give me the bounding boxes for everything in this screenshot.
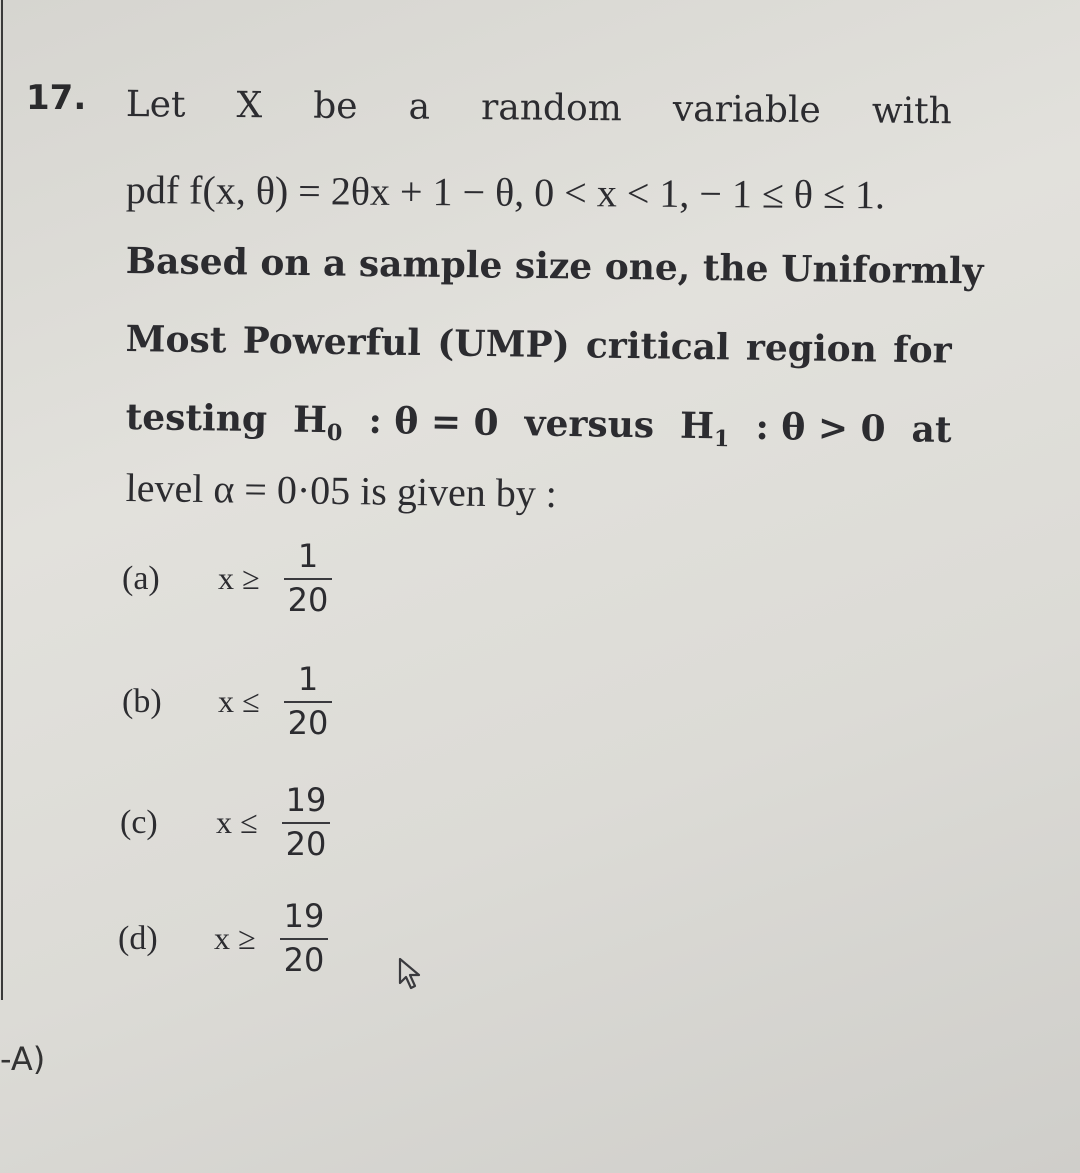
word: a: [408, 86, 431, 128]
word: testing: [125, 396, 268, 441]
question-line-pdf: pdf f(x, θ) = 2θx + 1 − θ, 0 < x < 1, − 1 ≤ θ ≤ 1.: [125, 166, 886, 218]
option-relation: x ≥: [214, 920, 256, 957]
section-label: -A): [0, 1040, 46, 1078]
fraction: [282, 781, 330, 863]
mouse-pointer-icon: [396, 956, 432, 992]
numerator: 1: [297, 537, 319, 575]
question-line-level: level α = 0·05 is given by :: [125, 464, 558, 517]
denominator: 20: [283, 940, 325, 979]
word: Powerful: [242, 319, 422, 365]
option-d[interactable]: [118, 897, 328, 979]
question-number: 17.: [26, 78, 87, 118]
option-label: (c): [120, 803, 158, 841]
option-relation: x ≤: [216, 804, 258, 841]
denominator: 20: [287, 703, 329, 742]
word: region: [745, 326, 878, 371]
numerator: 19: [283, 897, 325, 935]
word: variable: [672, 88, 821, 132]
question-line-1: [126, 84, 952, 132]
margin-rule: [1, 0, 3, 1000]
word: be: [313, 85, 358, 128]
word: (UMP): [436, 322, 570, 367]
option-label: (a): [122, 559, 160, 597]
numerator: 1: [297, 660, 319, 698]
option-label: (b): [122, 682, 162, 720]
fraction: [284, 660, 332, 742]
word: X: [236, 84, 263, 127]
null-hypothesis: [293, 399, 343, 447]
word: Most: [125, 318, 227, 362]
word: for: [892, 328, 952, 372]
option-a[interactable]: [122, 537, 332, 619]
h0-subscript: 0: [326, 419, 343, 447]
alt-hypothesis: [680, 405, 730, 453]
denominator: 20: [285, 824, 327, 863]
h1-symbol: H: [679, 404, 715, 448]
word: critical: [585, 324, 731, 369]
option-relation: x ≤: [218, 683, 260, 720]
null-hypothesis-condition: : θ = 0: [368, 399, 499, 444]
word: versus: [524, 402, 655, 447]
h1-subscript: 1: [713, 426, 730, 453]
question-line-4: [125, 318, 952, 372]
h0-symbol: H: [292, 398, 328, 442]
option-c[interactable]: [120, 781, 330, 863]
option-label: (d): [118, 919, 158, 957]
denominator: 20: [287, 580, 329, 619]
word: random: [480, 87, 623, 130]
numerator: 19: [285, 781, 327, 819]
alt-hypothesis-condition: : θ > 0: [755, 405, 886, 450]
word: with: [871, 90, 952, 133]
word: at: [911, 408, 952, 451]
word: Let: [125, 84, 186, 126]
question-line-hypotheses: [125, 396, 952, 456]
option-relation: x ≥: [218, 560, 260, 597]
fraction: [280, 897, 328, 979]
fraction: [284, 537, 332, 619]
question-line-3: Based on a sample size one, the Uniformly: [125, 240, 984, 293]
option-b[interactable]: [122, 660, 332, 742]
